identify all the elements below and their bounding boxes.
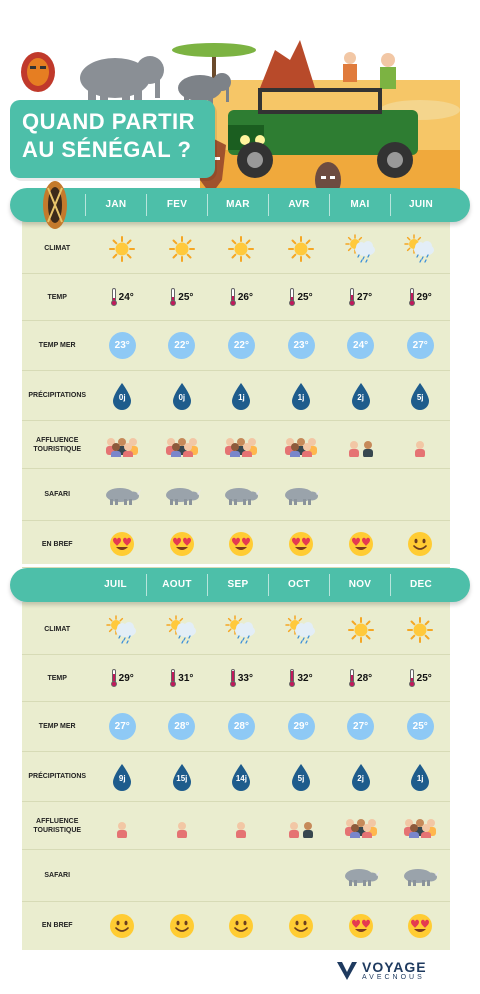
- sun-rain-icon: [404, 234, 436, 264]
- heart-eyes-icon: [407, 913, 433, 939]
- temperature: [409, 669, 432, 687]
- temperature: [289, 288, 312, 306]
- tourists-icon: [115, 814, 129, 838]
- row-label-safari: SAFARI: [44, 491, 71, 498]
- month-mai: MAI: [329, 194, 390, 216]
- month-jan: JAN: [85, 194, 146, 216]
- cell-safari: [212, 469, 272, 520]
- cell-climat: [152, 224, 212, 273]
- month-dec: DEC: [390, 574, 451, 596]
- cell-safari: [152, 850, 212, 901]
- rhino-icon: [400, 866, 440, 886]
- row-label-safari: SAFARI: [44, 872, 71, 879]
- cell-en_bref: [331, 521, 391, 567]
- rain-days-value: 2j: [357, 773, 364, 783]
- tourists-icon: [224, 433, 258, 457]
- month-juil: JUIL: [104, 579, 127, 590]
- heart-eyes-icon: [169, 531, 195, 557]
- temperature: [349, 669, 372, 687]
- temperature: [170, 669, 193, 687]
- heart-eyes-icon: [109, 531, 135, 557]
- temperature: [409, 288, 432, 306]
- smile-icon: [169, 913, 195, 939]
- cell-affluence: [331, 421, 391, 468]
- sea-temperature-value: 24°: [347, 332, 374, 359]
- cell-safari: [92, 850, 152, 901]
- temperature: [111, 669, 134, 687]
- sun-icon: [169, 236, 195, 262]
- cell-en_bref: [152, 521, 212, 567]
- temperature-value: 27°: [357, 291, 373, 303]
- thermometer-icon: [289, 669, 295, 687]
- cell-safari: [92, 469, 152, 520]
- title-line-1: QUAND PARTIR: [22, 109, 196, 134]
- cell-temp: [152, 655, 212, 701]
- cell-affluence: [212, 421, 272, 468]
- sun-icon: [228, 236, 254, 262]
- cell-en_bref: [152, 902, 212, 949]
- cell-climat: [212, 605, 272, 654]
- sea-temperature-value: 27°: [109, 713, 136, 740]
- rain-drop-icon: [230, 763, 252, 791]
- rain-drop-icon: [171, 382, 193, 410]
- cell-safari: [152, 469, 212, 520]
- row-affluence-half1: [22, 421, 450, 469]
- row-climat-half1: [22, 224, 450, 274]
- cell-affluence: [271, 802, 331, 849]
- cell-safari: [212, 850, 272, 901]
- temperature-value: 25°: [297, 291, 313, 303]
- cell-precipitations: [271, 371, 331, 420]
- row-label-temp_mer: TEMP MER: [38, 342, 76, 349]
- cell-temp_mer: [271, 321, 331, 370]
- sea-temperature-value: 23°: [288, 332, 315, 359]
- rain-days-value: 2j: [357, 392, 364, 402]
- sea-temperature-value: 28°: [228, 713, 255, 740]
- cell-temp_mer: [152, 702, 212, 751]
- rain-drop-icon: [111, 763, 133, 791]
- row-temp-half2: [22, 655, 450, 702]
- row-label-climat: CLIMAT: [44, 626, 71, 633]
- sun-icon: [109, 236, 135, 262]
- rain-days-value: 14j: [235, 773, 247, 783]
- cell-temp: [390, 274, 450, 320]
- hero-illustration: [0, 0, 480, 200]
- temperature: [111, 288, 134, 306]
- thermometer-icon: [111, 669, 117, 687]
- cell-en_bref: [92, 521, 152, 567]
- cell-temp: [212, 655, 272, 701]
- row-label-precipitations: PRÉCIPITATIONS: [28, 773, 87, 780]
- cell-temp: [212, 274, 272, 320]
- temperature-value: 29°: [118, 672, 134, 684]
- cell-temp_mer: [390, 702, 450, 751]
- row-climat-half2: [22, 605, 450, 655]
- thermometer-icon: [111, 288, 117, 306]
- cell-climat: [331, 605, 391, 654]
- sun-rain-icon: [225, 615, 257, 645]
- temperature: [230, 669, 253, 687]
- rain-days-value: 1j: [238, 392, 245, 402]
- row-label-precipitations: PRÉCIPITATIONS: [28, 392, 87, 399]
- sea-temperature-value: 23°: [109, 332, 136, 359]
- month-mar: MAR: [207, 194, 268, 216]
- tourists-icon: [413, 433, 427, 457]
- cell-affluence: [331, 802, 391, 849]
- rain-days-value: 9j: [118, 773, 126, 783]
- rain-drop-icon: [290, 763, 312, 791]
- sea-temperature-value: 22°: [228, 332, 255, 359]
- cell-en_bref: [390, 902, 450, 949]
- sea-temperature-value: 27°: [347, 713, 374, 740]
- sea-temperature-value: 29°: [288, 713, 315, 740]
- row-label-climat: CLIMAT: [44, 245, 71, 252]
- month-aout: AOUT: [146, 574, 207, 596]
- tourists-icon: [284, 433, 318, 457]
- thermometer-icon: [289, 288, 295, 306]
- row-label-affluence: AFFLUENCE TOURISTIQUE: [33, 436, 82, 453]
- cell-precipitations: [152, 371, 212, 420]
- cell-safari: [331, 469, 391, 520]
- elephant-icon: [80, 56, 164, 104]
- cell-en_bref: [212, 902, 272, 949]
- rain-drop-icon: [290, 382, 312, 410]
- page-title: [10, 100, 215, 178]
- thermometer-icon: [230, 669, 236, 687]
- cell-affluence: [212, 802, 272, 849]
- african-mask-icon: [21, 52, 55, 92]
- month-sep: SEP: [207, 574, 268, 596]
- cell-climat: [92, 224, 152, 273]
- rain-drop-icon: [230, 382, 252, 410]
- voyage-avecnous-logo: [336, 960, 427, 981]
- rhino-icon: [281, 485, 321, 505]
- cell-temp_mer: [390, 321, 450, 370]
- cell-en_bref: [212, 521, 272, 567]
- temperature-value: 31°: [178, 672, 194, 684]
- month-oct: OCT: [268, 574, 329, 596]
- cell-temp_mer: [331, 321, 391, 370]
- temperature-value: 24°: [118, 291, 134, 303]
- thermometer-icon: [409, 669, 415, 687]
- rain-days-value: 5j: [416, 392, 424, 402]
- sun-rain-icon: [285, 615, 317, 645]
- cell-climat: [212, 224, 272, 273]
- heart-eyes-icon: [228, 531, 254, 557]
- tourists-icon: [175, 814, 189, 838]
- cell-precipitations: [92, 371, 152, 420]
- cell-temp: [92, 655, 152, 701]
- thermometer-icon: [349, 669, 355, 687]
- temperature-value: 26°: [237, 291, 253, 303]
- rain-days-value: 0j: [118, 392, 126, 402]
- tourists-icon: [344, 814, 378, 838]
- cell-temp: [331, 655, 391, 701]
- temperature: [289, 669, 312, 687]
- rain-days-value: 1j: [416, 773, 424, 783]
- row-safari-half2: [22, 850, 450, 902]
- cell-en_bref: [390, 521, 450, 567]
- row-label-en_bref: EN BREF: [41, 540, 73, 548]
- smile-icon: [407, 531, 433, 557]
- cell-en_bref: [271, 521, 331, 567]
- cell-safari: [271, 469, 331, 520]
- month-juin: JUIN: [390, 194, 451, 216]
- cell-affluence: [92, 802, 152, 849]
- row-precipitations-half1: [22, 371, 450, 421]
- cell-temp_mer: [331, 702, 391, 751]
- thermometer-icon: [409, 288, 415, 306]
- temperature-value: 28°: [357, 672, 373, 684]
- cell-safari: [331, 850, 391, 901]
- temperature: [170, 288, 193, 306]
- cell-affluence: [271, 421, 331, 468]
- thermometer-icon: [349, 288, 355, 306]
- row-affluence-half2: [22, 802, 450, 850]
- sun-icon: [288, 236, 314, 262]
- cell-precipitations: [331, 752, 391, 801]
- cell-affluence: [390, 802, 450, 849]
- thermometer-icon: [230, 288, 236, 306]
- logo-text-avecnous: AVECNOUS: [362, 974, 425, 981]
- row-label-temp: TEMP: [47, 293, 67, 301]
- rain-drop-icon: [350, 382, 372, 410]
- sea-temperature-value: 22°: [168, 332, 195, 359]
- rain-days-value: 15j: [176, 773, 188, 783]
- cell-en_bref: [331, 902, 391, 949]
- month-nov: NOV: [329, 574, 390, 596]
- cell-affluence: [390, 421, 450, 468]
- cell-climat: [390, 224, 450, 273]
- cell-affluence: [152, 802, 212, 849]
- cell-temp_mer: [152, 321, 212, 370]
- sea-temperature-value: 25°: [407, 713, 434, 740]
- thermometer-icon: [170, 288, 176, 306]
- row-safari-half1: [22, 469, 450, 521]
- rain-drop-icon: [171, 763, 193, 791]
- cell-affluence: [152, 421, 212, 468]
- heart-eyes-icon: [288, 531, 314, 557]
- cell-temp_mer: [92, 702, 152, 751]
- rhino-icon: [221, 485, 261, 505]
- row-temp_mer-half2: [22, 702, 450, 752]
- title-line-2: AU SÉNÉGAL ?: [22, 137, 192, 162]
- row-precipitations-half2: [22, 752, 450, 802]
- cell-affluence: [92, 421, 152, 468]
- cell-precipitations: [152, 752, 212, 801]
- cell-temp: [271, 655, 331, 701]
- month-fev: FEV: [146, 194, 207, 216]
- temperature-value: 29°: [416, 291, 432, 303]
- rhino-icon: [162, 485, 202, 505]
- row-temp_mer-half1: [22, 321, 450, 371]
- cell-precipitations: [331, 371, 391, 420]
- tourists-icon: [165, 433, 199, 457]
- smile-icon: [228, 913, 254, 939]
- cell-temp: [390, 655, 450, 701]
- sun-icon: [348, 617, 374, 643]
- rain-drop-icon: [111, 382, 133, 410]
- cell-safari: [390, 850, 450, 901]
- tourists-icon: [287, 814, 315, 838]
- smile-icon: [109, 913, 135, 939]
- logo-text-voyage: VOYAGE: [362, 959, 427, 975]
- row-en_bref-half1: [22, 521, 450, 568]
- cell-precipitations: [212, 371, 272, 420]
- tourists-icon: [347, 433, 375, 457]
- cell-temp: [92, 274, 152, 320]
- rain-drop-icon: [350, 763, 372, 791]
- rain-days-value: 5j: [297, 773, 305, 783]
- logo-v-icon: [336, 961, 358, 981]
- cell-temp_mer: [271, 702, 331, 751]
- cell-climat: [92, 605, 152, 654]
- heart-eyes-icon: [348, 531, 374, 557]
- row-temp-half1: [22, 274, 450, 321]
- temperature: [349, 288, 372, 306]
- temperature-value: 25°: [416, 672, 432, 684]
- sea-temperature-value: 28°: [168, 713, 195, 740]
- cell-climat: [152, 605, 212, 654]
- cell-precipitations: [390, 752, 450, 801]
- cell-climat: [390, 605, 450, 654]
- temperature: [230, 288, 253, 306]
- row-label-temp_mer: TEMP MER: [38, 723, 76, 730]
- cell-safari: [390, 469, 450, 520]
- tourists-icon: [234, 814, 248, 838]
- temperature-value: 25°: [178, 291, 194, 303]
- rain-drop-icon: [409, 382, 431, 410]
- cell-temp: [152, 274, 212, 320]
- thermometer-icon: [170, 669, 176, 687]
- tourists-icon: [403, 814, 437, 838]
- months-header-jul-dec: [10, 568, 470, 602]
- cell-temp_mer: [212, 702, 272, 751]
- cell-safari: [271, 850, 331, 901]
- cell-en_bref: [92, 902, 152, 949]
- cell-climat: [271, 605, 331, 654]
- cell-en_bref: [271, 902, 331, 949]
- tourists-icon: [105, 433, 139, 457]
- row-label-en_bref: EN BREF: [41, 922, 73, 929]
- rain-days-value: 0j: [178, 392, 186, 402]
- smile-icon: [288, 913, 314, 939]
- sun-rain-icon: [106, 615, 138, 645]
- cell-precipitations: [390, 371, 450, 420]
- row-label-temp: TEMP: [47, 674, 67, 682]
- rhino-icon: [341, 866, 381, 886]
- rain-drop-icon: [409, 763, 431, 791]
- months-header-jan-jun: [10, 188, 470, 222]
- row-en_bref-half2: [22, 902, 450, 949]
- sun-rain-icon: [345, 234, 377, 264]
- cell-temp: [331, 274, 391, 320]
- cell-climat: [271, 224, 331, 273]
- cell-precipitations: [271, 752, 331, 801]
- temperature-value: 32°: [297, 672, 313, 684]
- cell-precipitations: [92, 752, 152, 801]
- cell-temp_mer: [92, 321, 152, 370]
- rhino-icon: [102, 485, 142, 505]
- month-avr: AVR: [268, 194, 329, 216]
- sun-icon: [407, 617, 433, 643]
- rain-days-value: 1j: [297, 392, 305, 402]
- cell-temp_mer: [212, 321, 272, 370]
- temperature-value: 33°: [237, 672, 253, 684]
- row-label-affluence: AFFLUENCE TOURISTIQUE: [33, 817, 82, 834]
- sun-rain-icon: [166, 615, 198, 645]
- cell-climat: [331, 224, 391, 273]
- heart-eyes-icon: [348, 913, 374, 939]
- sea-temperature-value: 27°: [407, 332, 434, 359]
- cell-precipitations: [212, 752, 272, 801]
- cell-temp: [271, 274, 331, 320]
